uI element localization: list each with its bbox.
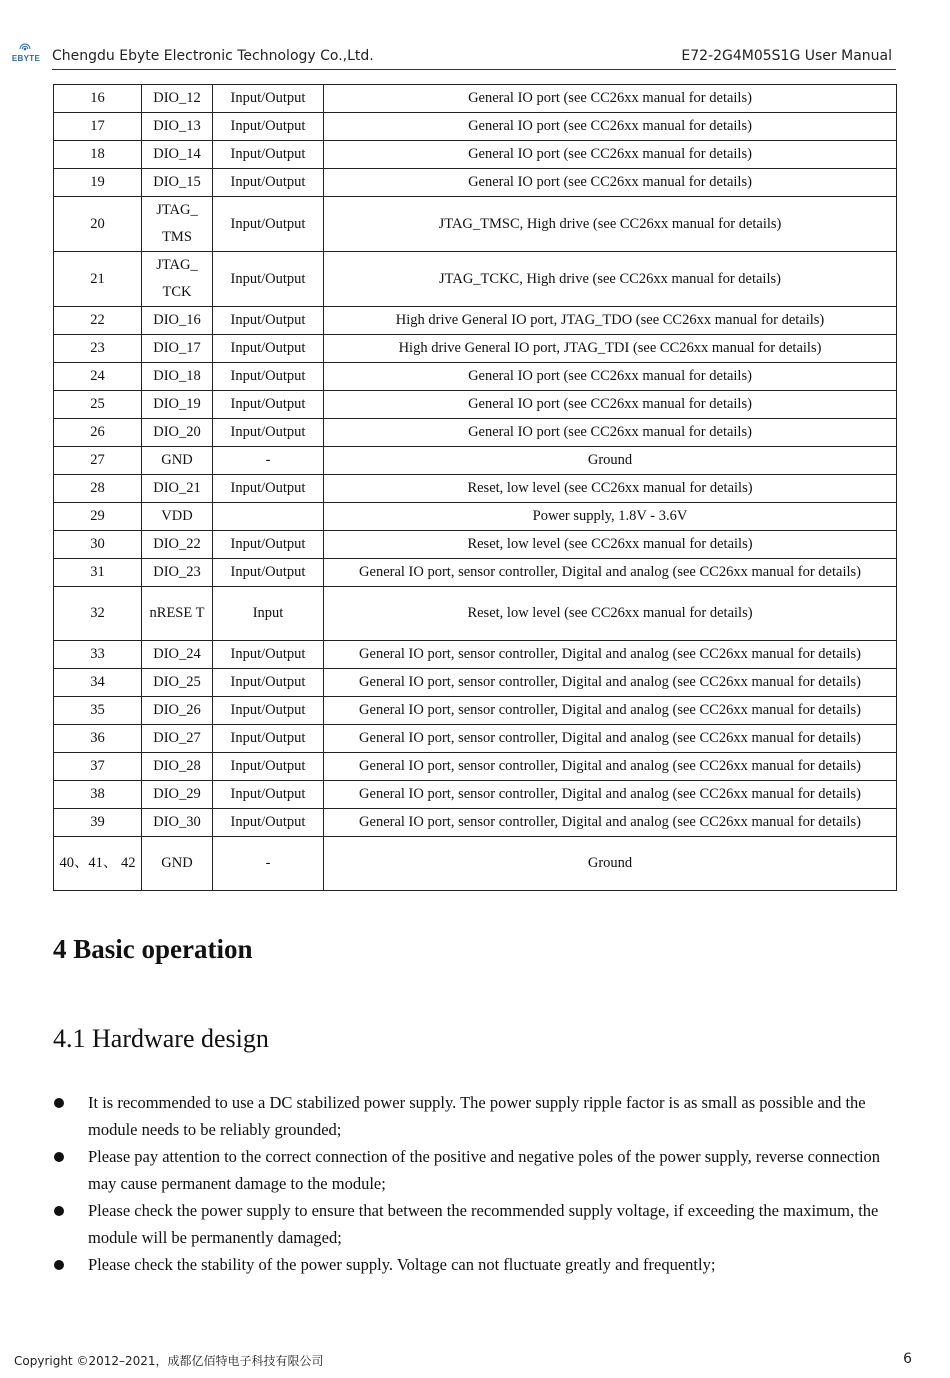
page-header	[0, 38, 950, 72]
pin-name-cell: DIO_23	[142, 559, 213, 587]
pin-name-cell: DIO_18	[142, 363, 213, 391]
pin-number-cell: 23	[54, 335, 142, 363]
pin-name-cell: DIO_25	[142, 669, 213, 697]
pin-description-cell: JTAG_TMSC, High drive (see CC26xx manual for details)	[324, 197, 897, 252]
pin-number-cell: 40、41、 42	[54, 837, 142, 891]
pin-direction-cell	[213, 503, 324, 531]
table-row	[54, 753, 897, 781]
list-item	[53, 1143, 896, 1197]
pin-description-cell: General IO port, sensor controller, Digital and analog (see CC26xx manual for details)	[324, 753, 897, 781]
pin-description-cell: Ground	[324, 837, 897, 891]
pin-direction-cell: Input/Output	[213, 725, 324, 753]
pin-direction-cell: Input/Output	[213, 669, 324, 697]
logo-text: EBYTE	[11, 54, 41, 63]
pin-direction-cell: Input/Output	[213, 559, 324, 587]
pin-description-cell: General IO port (see CC26xx manual for details)	[324, 419, 897, 447]
pin-number-cell: 19	[54, 169, 142, 197]
pin-description-cell: General IO port, sensor controller, Digital and analog (see CC26xx manual for details)	[324, 641, 897, 669]
pin-direction-cell: Input/Output	[213, 697, 324, 725]
pin-name-cell: JTAG_ TCK	[142, 252, 213, 307]
pin-name-cell: DIO_20	[142, 419, 213, 447]
pin-direction-cell: Input	[213, 587, 324, 641]
pin-number-cell: 30	[54, 531, 142, 559]
pin-direction-cell: Input/Output	[213, 335, 324, 363]
pin-description-cell: General IO port, sensor controller, Digital and analog (see CC26xx manual for details)	[324, 559, 897, 587]
pin-direction-cell: Input/Output	[213, 641, 324, 669]
pin-description-cell: High drive General IO port, JTAG_TDI (see CC26xx manual for details)	[324, 335, 897, 363]
pin-description-cell: General IO port (see CC26xx manual for details)	[324, 141, 897, 169]
company-name: Chengdu Ebyte Electronic Technology Co.,Ltd.	[52, 48, 374, 64]
pin-direction-cell: Input/Output	[213, 85, 324, 113]
table-row	[54, 391, 897, 419]
table-row	[54, 141, 897, 169]
pin-name-cell: DIO_26	[142, 697, 213, 725]
table-row	[54, 307, 897, 335]
pin-name-cell: nRESE T	[142, 587, 213, 641]
pin-name-cell: DIO_21	[142, 475, 213, 503]
table-row	[54, 447, 897, 475]
pin-direction-cell: Input/Output	[213, 169, 324, 197]
pin-name-cell: DIO_17	[142, 335, 213, 363]
table-row	[54, 531, 897, 559]
pin-name-cell: DIO_29	[142, 781, 213, 809]
table-row	[54, 85, 897, 113]
subsection-heading: 4.1 Hardware design	[53, 1024, 269, 1053]
pin-number-cell: 29	[54, 503, 142, 531]
pin-number-cell: 17	[54, 113, 142, 141]
pin-description-cell: General IO port, sensor controller, Digital and analog (see CC26xx manual for details)	[324, 809, 897, 837]
table-row	[54, 363, 897, 391]
pin-number-cell: 38	[54, 781, 142, 809]
bullet-icon	[54, 1152, 64, 1162]
pin-direction-cell: Input/Output	[213, 363, 324, 391]
pin-number-cell: 22	[54, 307, 142, 335]
bullet-icon	[54, 1206, 64, 1216]
list-item-text: Please check the power supply to ensure that between the recommended supply voltage, if exceeding the maximum, the module will be permanently damaged;	[88, 1201, 879, 1247]
pin-description-cell: General IO port, sensor controller, Digital and analog (see CC26xx manual for details)	[324, 781, 897, 809]
table-row	[54, 587, 897, 641]
pin-direction-cell: Input/Output	[213, 252, 324, 307]
pin-description-cell: General IO port, sensor controller, Digital and analog (see CC26xx manual for details)	[324, 725, 897, 753]
pin-name-cell: DIO_16	[142, 307, 213, 335]
pin-direction-cell: Input/Output	[213, 781, 324, 809]
table-row	[54, 559, 897, 587]
pin-number-cell: 18	[54, 141, 142, 169]
pin-direction-cell: Input/Output	[213, 419, 324, 447]
pin-definition-table	[53, 84, 897, 891]
list-item-text: Please check the stability of the power supply. Voltage can not fluctuate greatly and frequently;	[88, 1255, 716, 1274]
pin-name-cell: DIO_30	[142, 809, 213, 837]
pin-name-cell: DIO_27	[142, 725, 213, 753]
pin-description-cell: Reset, low level (see CC26xx manual for details)	[324, 475, 897, 503]
table-row	[54, 113, 897, 141]
pin-number-cell: 20	[54, 197, 142, 252]
pin-name-cell: JTAG_ TMS	[142, 197, 213, 252]
bullet-icon	[54, 1098, 64, 1108]
pin-number-cell: 27	[54, 447, 142, 475]
footer-copyright: Copyright ©2012–2021，成都亿佰特电子科技有限公司	[14, 1354, 324, 1368]
table-row	[54, 725, 897, 753]
pin-number-cell: 24	[54, 363, 142, 391]
pin-number-cell: 21	[54, 252, 142, 307]
section-heading: 4 Basic operation	[53, 934, 253, 964]
header-divider	[52, 69, 896, 70]
pin-description-cell: Reset, low level (see CC26xx manual for details)	[324, 531, 897, 559]
pin-direction-cell: Input/Output	[213, 531, 324, 559]
pin-direction-cell: Input/Output	[213, 809, 324, 837]
wireless-signal-icon	[17, 41, 33, 53]
pin-number-cell: 26	[54, 419, 142, 447]
pin-number-cell: 28	[54, 475, 142, 503]
table-row	[54, 837, 897, 891]
table-row	[54, 809, 897, 837]
pin-description-cell: Reset, low level (see CC26xx manual for details)	[324, 587, 897, 641]
table-row	[54, 252, 897, 307]
list-item	[53, 1089, 896, 1143]
pin-name-cell: DIO_15	[142, 169, 213, 197]
table-row	[54, 781, 897, 809]
pin-description-cell: High drive General IO port, JTAG_TDO (see CC26xx manual for details)	[324, 307, 897, 335]
pin-number-cell: 32	[54, 587, 142, 641]
pin-name-cell: VDD	[142, 503, 213, 531]
pin-description-cell: JTAG_TCKC, High drive (see CC26xx manual for details)	[324, 252, 897, 307]
pin-name-cell: DIO_14	[142, 141, 213, 169]
table-row	[54, 503, 897, 531]
pin-description-cell: General IO port, sensor controller, Digital and analog (see CC26xx manual for details)	[324, 669, 897, 697]
pin-description-cell: Ground	[324, 447, 897, 475]
document-title: E72-2G4M05S1G User Manual	[681, 48, 892, 64]
pin-direction-cell: Input/Output	[213, 141, 324, 169]
pin-name-cell: DIO_24	[142, 641, 213, 669]
table-row	[54, 169, 897, 197]
hardware-design-list	[53, 1089, 896, 1278]
table-row	[54, 697, 897, 725]
list-item	[53, 1251, 896, 1278]
pin-direction-cell: Input/Output	[213, 197, 324, 252]
pin-description-cell: General IO port (see CC26xx manual for details)	[324, 363, 897, 391]
pin-name-cell: DIO_28	[142, 753, 213, 781]
pin-description-cell: General IO port (see CC26xx manual for details)	[324, 85, 897, 113]
pin-number-cell: 34	[54, 669, 142, 697]
pin-number-cell: 36	[54, 725, 142, 753]
pin-number-cell: 39	[54, 809, 142, 837]
pin-description-cell: Power supply, 1.8V - 3.6V	[324, 503, 897, 531]
pin-name-cell: DIO_13	[142, 113, 213, 141]
pin-direction-cell: -	[213, 837, 324, 891]
pin-direction-cell: Input/Output	[213, 391, 324, 419]
pin-direction-cell: Input/Output	[213, 307, 324, 335]
pin-name-cell: DIO_19	[142, 391, 213, 419]
pin-name-cell: GND	[142, 837, 213, 891]
pin-number-cell: 16	[54, 85, 142, 113]
bullet-icon	[54, 1260, 64, 1270]
page-number: 6	[903, 1351, 912, 1367]
pin-number-cell: 33	[54, 641, 142, 669]
pin-number-cell: 37	[54, 753, 142, 781]
pin-direction-cell: -	[213, 447, 324, 475]
table-row	[54, 641, 897, 669]
pin-name-cell: DIO_22	[142, 531, 213, 559]
table-row	[54, 197, 897, 252]
list-item-text: Please pay attention to the correct connection of the positive and negative poles of the power supply, reverse connection may cause permanent damage to the module;	[88, 1147, 881, 1193]
table-row	[54, 669, 897, 697]
list-item-text: It is recommended to use a DC stabilized power supply. The power supply ripple factor is as small as possible and the module needs to be reliably grounded;	[88, 1093, 866, 1139]
table-row	[54, 475, 897, 503]
pin-description-cell: General IO port, sensor controller, Digital and analog (see CC26xx manual for details)	[324, 697, 897, 725]
pin-direction-cell: Input/Output	[213, 113, 324, 141]
pin-name-cell: DIO_12	[142, 85, 213, 113]
pin-description-cell: General IO port (see CC26xx manual for details)	[324, 113, 897, 141]
pin-name-cell: GND	[142, 447, 213, 475]
pin-description-cell: General IO port (see CC26xx manual for details)	[324, 169, 897, 197]
table-row	[54, 335, 897, 363]
pin-description-cell: General IO port (see CC26xx manual for details)	[324, 391, 897, 419]
list-item	[53, 1197, 896, 1251]
pin-number-cell: 31	[54, 559, 142, 587]
pin-direction-cell: Input/Output	[213, 475, 324, 503]
pin-direction-cell: Input/Output	[213, 753, 324, 781]
pin-number-cell: 25	[54, 391, 142, 419]
table-row	[54, 419, 897, 447]
pin-number-cell: 35	[54, 697, 142, 725]
ebyte-logo	[6, 41, 44, 67]
